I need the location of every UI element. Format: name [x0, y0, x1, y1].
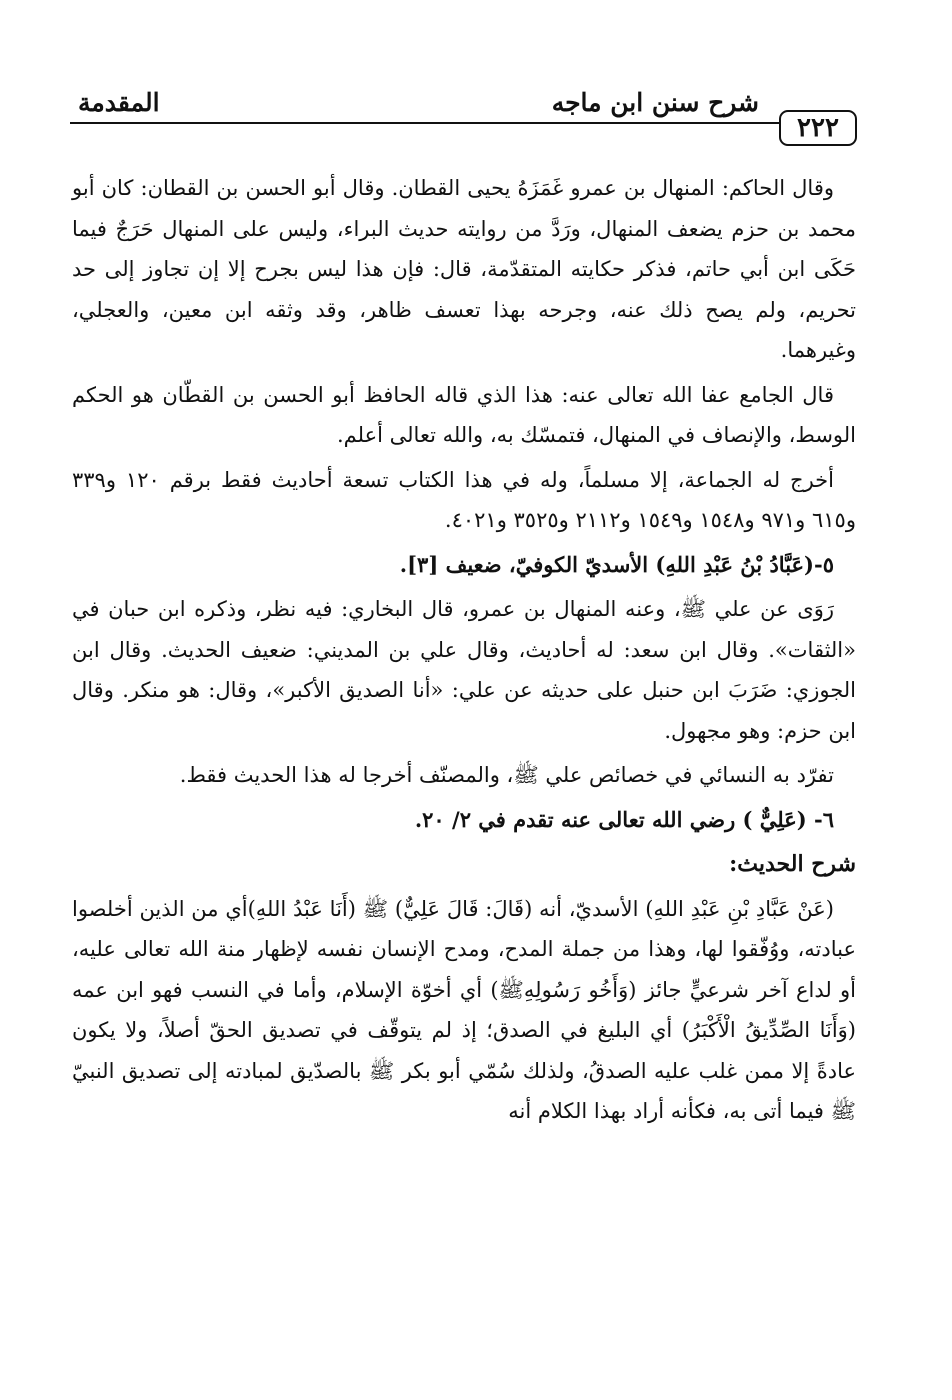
page-header	[70, 88, 857, 152]
header-rule	[70, 122, 779, 124]
paragraph-narrator-6-ali: ٦- (عَلِيٌّ ) رضي الله تعالى عنه تقدم في ٢/ ٢٠.	[414, 806, 834, 832]
heading-sharh-al-hadith: شرح الحديث:	[729, 851, 856, 877]
page-number-box	[779, 110, 857, 146]
paragraph-hadith-explanation: (عَنْ عَبَّادِ بْنِ عَبْدِ اللهِ) الأسديّ، أنه (قَالَ: قَالَ عَلِيٌّ) ﷺ (أَنَا عَبْدُ اللهِ)أي من الذين أخلصوا عبادته، ووُفّقوا لها، وهذا من جملة المدح، ومدح الإنسان نفسه لإظهار منة الله تعالى عليه، أو لداع آخر شرعيٍّ جائز (وَأَخُو رَسُولِهِﷺ) أي أخوّة الإسلام، وأما في النسب فهو ابن عمه (وَأَنَا الصِّدِّيقُ الْأَكْبَرُ) أي البليغ في الصدق؛ إذ لم يتوقّف في تصديق الحقّ أصلاً، ولا يكون عادةً إلا ممن غلب عليه الصدقُ، ولذلك سُمّي أبو بكر ﷺ بالصدّيق لمبادته إلى تصديق النبيّ ﷺ فيما أتى به، فكأنه أراد بهذا الكلام أنه	[72, 896, 856, 1123]
section-title: المقدمة	[78, 88, 160, 117]
paragraph-narrator-5-abbad: ٥-(عَبَّادُ بْنُ عَبْدِ اللهِ) الأسديّ الكوفيّ، ضعيف [٣].	[399, 551, 834, 577]
paragraph-abbad-takhrij: تفرّد به النسائي في خصائص علي ﷺ، والمصنّف أخرجا له هذا الحديث فقط.	[179, 763, 834, 787]
paragraph-hakim-on-minhal: وقال الحاكم: المنهال بن عمرو غَمَزَهُ يحيى القطان. وقال أبو الحسن بن القطان: كان أبو محمد بن حزم يضعف المنهال، ورَدَّ من روايته حديث البراء، وليس على المنهال حَرَجٌ فيما حَكَى ابن أبي حاتم، فذكر حكايته المتقدّمة، قال: فإن هذا ليس بجرح إلا إن تجاوز إلى حد تحريم، ولم يصح ذلك عنه، وجرحه بهذا تعسف ظاهر، وقد وثقه ابن معين، والعجلي، وغيرهما.	[72, 176, 856, 362]
page-number: ٢٢٢	[797, 113, 839, 143]
paragraph-abbad-biography: رَوَى عن علي ﷺ، وعنه المنهال بن عمرو، قال البخاري: فيه نظر، وذكره ابن حبان في «الثقات». وقال ابن سعد: له أحاديث، وقال علي بن المديني: ضعيف الحديث. وقال ابن الجوزي: ضَرَبَ ابن حنبل على حديثه عن علي: «أنا الصديق الأكبر»، وقال: هو منكر. وقال ابن حزم: وهو مجهول.	[72, 597, 856, 743]
book-title: شرح سنن ابن ماجه	[551, 88, 759, 117]
page-body	[72, 168, 856, 1136]
paragraph-compiler-note: قال الجامع عفا الله تعالى عنه: هذا الذي قاله الحافظ أبو الحسن بن القطّان هو الحكم الوسط، والإنصاف في المنهال، فتمسّك به، والله تعالى أعلم.	[72, 382, 856, 447]
paragraph-narrations-count: أخرج له الجماعة، إلا مسلماً، وله في هذا الكتاب تسعة أحاديث فقط برقم ١٢٠ و٣٣٩ و٦١٥ و٩٧١ و١٥٤٨ و١٥٤٩ و٢١١٢ و٣٥٢٥ و٤٠٢١.	[72, 467, 856, 532]
